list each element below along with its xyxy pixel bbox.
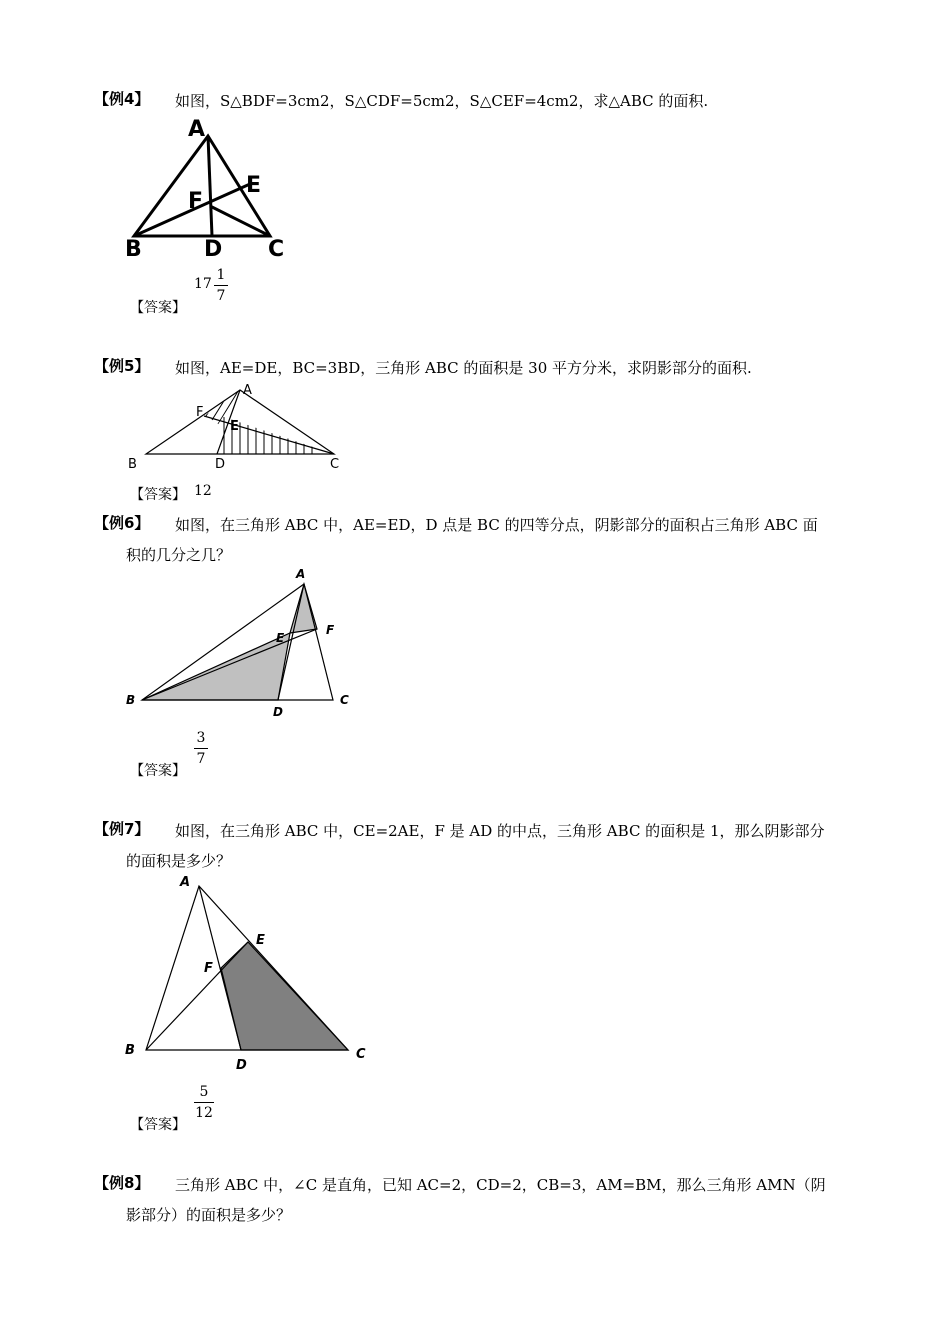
ex6-label-a: A <box>296 567 306 581</box>
example-4-answer-whole: 17 <box>194 276 212 292</box>
example-5-text: 如图，AE=DE，BC=3BD，三角形 ABC 的面积是 30 平方分米，求阴影部分的面积. <box>175 359 752 377</box>
ex6-label-b: B <box>126 693 136 707</box>
example-6-line-1: 如图，在三角形 ABC 中，AE=ED，D 点是 BC 的四等分点，阴影部分的面积占三角形 ABC 面 <box>175 516 818 534</box>
example-8-line-2: 影部分）的面积是多少？ <box>126 1206 292 1224</box>
ex5-label-e: E <box>230 419 239 434</box>
example-7-line-2: 的面积是多少？ <box>126 852 232 870</box>
ex4-label-c: C <box>268 237 285 262</box>
ex4-label-f: F <box>188 189 204 214</box>
example-8-tag: 【例8】 <box>94 1174 150 1192</box>
ex5-label-b: B <box>128 457 137 472</box>
ex4-label-b: B <box>125 237 142 262</box>
example-4-answer-fraction <box>214 266 228 305</box>
example-6-line-2: 积的几分之几？ <box>126 546 232 564</box>
ex4-denominator: 7 <box>216 288 226 304</box>
ex5-label-a: A <box>243 383 252 398</box>
ex5-label-d: D <box>215 457 226 472</box>
example-6-answer-fraction <box>194 729 208 768</box>
example-8-line-1: 三角形 ABC 中，∠C 是直角，已知 AC=2，CD=2，CB=3，AM=BM，那么三角形 AMN（阴 <box>175 1176 826 1194</box>
example-4-answer-label: 【答案】 <box>130 300 186 316</box>
ex6-label-c: C <box>340 693 349 707</box>
example-7-tag: 【例7】 <box>94 820 150 838</box>
ex6-label-d: D <box>273 705 283 719</box>
ex6-numerator: 3 <box>196 730 206 746</box>
ex4-label-a: A <box>188 117 206 142</box>
example-6-answer-label: 【答案】 <box>130 763 186 779</box>
ex4-label-e: E <box>246 173 262 198</box>
example-6-tag: 【例6】 <box>94 514 150 532</box>
example-7-line-1: 如图，在三角形 ABC 中，CE=2AE，F 是 AD 的中点，三角形 ABC 的面积是 1，那么阴影部分 <box>175 822 825 840</box>
ex6-shade-lower <box>142 633 290 700</box>
ex5-label-f: F <box>196 405 204 420</box>
example-4-figure <box>120 112 300 264</box>
example-5-figure <box>120 378 350 473</box>
ex7-label-a: A <box>180 875 191 890</box>
example-7-figure <box>120 872 380 1077</box>
ex6-label-f: F <box>326 623 335 637</box>
ex7-numerator: 5 <box>199 1084 209 1100</box>
ex6-denominator: 7 <box>196 751 206 767</box>
ex7-denominator: 12 <box>195 1105 213 1121</box>
ex4-numerator: 1 <box>216 267 226 283</box>
example-4-tag: 【例4】 <box>94 90 150 108</box>
ex4-label-d: D <box>204 237 223 262</box>
example-7-answer-label: 【答案】 <box>130 1117 186 1133</box>
example-4-text: 如图，S△BDF=3cm2，S△CDF=5cm2，S△CEF=4cm2，求△ABC 的面积. <box>175 92 709 110</box>
ex7-label-d: D <box>236 1058 247 1073</box>
ex6-label-e: E <box>276 631 285 645</box>
example-5-tag: 【例5】 <box>94 357 150 375</box>
ex7-label-b: B <box>125 1043 135 1058</box>
example-6-figure <box>120 566 360 721</box>
ex7-label-f: F <box>204 961 213 976</box>
ex7-label-c: C <box>356 1047 366 1062</box>
example-5-answer-label: 【答案】 <box>130 487 186 503</box>
example-7-answer-fraction <box>194 1083 214 1122</box>
ex7-label-e: E <box>256 933 265 948</box>
example-5-answer-value: 12 <box>194 483 212 499</box>
ex5-label-c: C <box>330 457 340 472</box>
ex7-shade <box>221 942 348 1050</box>
